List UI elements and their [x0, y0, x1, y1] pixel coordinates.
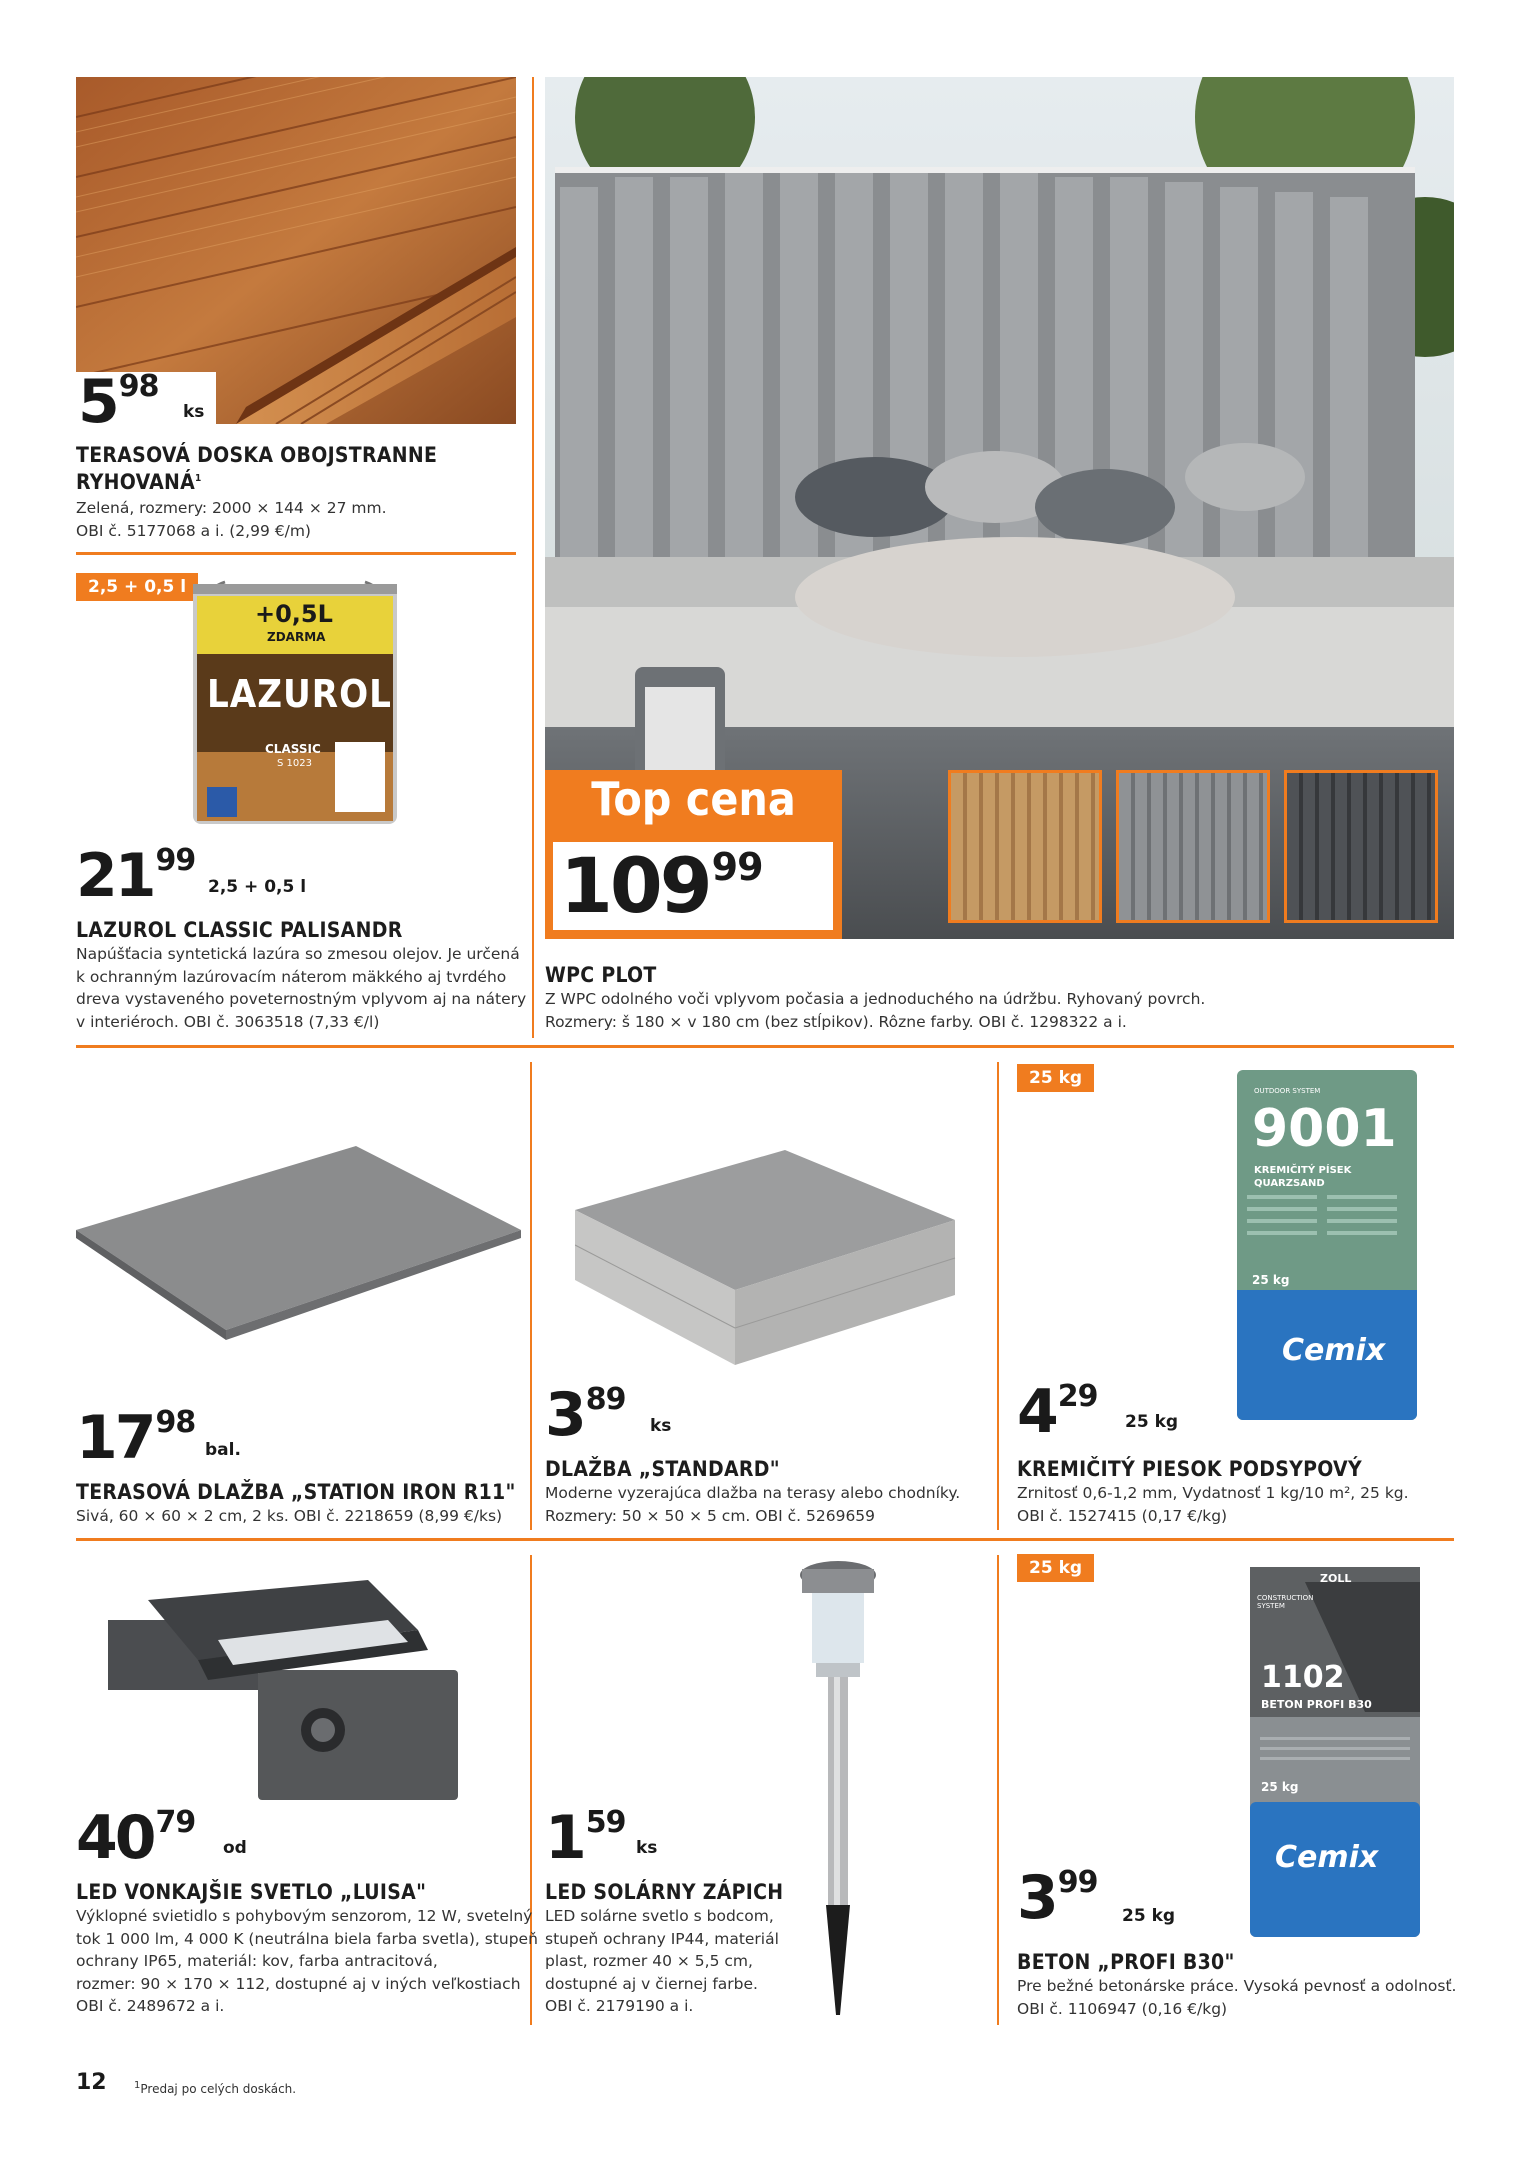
bag-sub2-label: QUARZSAND: [1254, 1178, 1325, 1189]
swatch-wood: [948, 770, 1102, 923]
terasova-doska-unit: ks: [183, 402, 205, 422]
desc-line: Sivá, 60 × 60 × 2 cm, 2 ks. OBI č. 2218659 (8,99 €/ks): [76, 1507, 503, 1525]
bag-sub-label: BETON PROFI B30: [1261, 1698, 1372, 1711]
page-number: 12: [76, 2070, 107, 2095]
can-top-label: +0,5L: [255, 600, 333, 628]
title-line-2-text: RYHOVANÁ: [76, 470, 196, 494]
bag-top-label: ZOLL: [1320, 1572, 1352, 1585]
price-decimal: 99: [711, 845, 763, 889]
luisa-title: LED VONKAJŠIE SVETLO „LUISA": [76, 1880, 427, 1904]
terasova-doska-title: [76, 443, 437, 494]
desc-line: Napúšťacia syntetická lazúra so zmesou olejov. Je určená: [76, 945, 520, 963]
divider-vertical: [530, 1062, 532, 1530]
price-integer: 4: [1017, 1377, 1056, 1447]
beton-badge: 25 kg: [1017, 1554, 1094, 1582]
can-code-label: S 1023: [277, 758, 312, 769]
bag-sub1-label: KREMIČITÝ PÍSEK: [1254, 1165, 1352, 1176]
desc-line: Výklopné svietidlo s pohybovým senzorom, 12 W, svetelný: [76, 1907, 533, 1925]
bag-code-label: 9001: [1252, 1099, 1397, 1159]
lazurol-desc: [76, 943, 526, 1033]
piesok-bag-image: [1232, 1065, 1422, 1425]
top-cena-text: Top cena: [591, 772, 796, 826]
desc-line: OBI č. 1527415 (0,17 €/kg): [1017, 1506, 1228, 1525]
zapich-desc: [545, 1905, 779, 2018]
dlazba-standard-image: [575, 1130, 965, 1380]
divider: [76, 1045, 1454, 1048]
bag-code-label: 1102: [1261, 1660, 1345, 1695]
desc-line: OBI č. 1106947 (0,16 €/kg): [1017, 1999, 1228, 2018]
lazurol-can-image: [185, 572, 405, 830]
dlazba-standard-desc: [545, 1482, 960, 1527]
beton-title: BETON „PROFI B30": [1017, 1950, 1235, 1974]
footnote-mark: 1: [195, 473, 202, 484]
terasova-doska-desc: [76, 497, 387, 542]
desc-line: dostupné aj v čiernej farbe.: [545, 1974, 758, 1993]
beton-desc: [1017, 1975, 1457, 2020]
desc-line: LED solárne svetlo s bodcom,: [545, 1907, 774, 1925]
luisa-desc: [76, 1905, 538, 2018]
beton-bag-image: [1245, 1562, 1425, 1942]
bag-top-label: OUTDOOR SYSTEM: [1254, 1087, 1321, 1095]
price-integer: 17: [76, 1403, 154, 1473]
dlazba-standard-price: [545, 1380, 626, 1450]
piesok-unit: 25 kg: [1125, 1412, 1179, 1432]
lazurol-price: [76, 841, 196, 911]
bag-sys-label: CONSTRUCTION SYSTEM: [1257, 1594, 1314, 1610]
price-decimal: 98: [118, 369, 159, 404]
bag-weight-label: 25 kg: [1261, 1780, 1299, 1794]
footnote-text: Predaj po celých doskách.: [140, 2082, 297, 2096]
wpc-title: WPC PLOT: [545, 963, 657, 987]
price-decimal: 99: [155, 843, 196, 878]
title-line-2: [76, 467, 437, 494]
desc-line: dreva vystaveného poveternostným vplyvom aj na nátery: [76, 990, 527, 1008]
desc-line: Moderne vyzerajúca dlažba na terasy alebo chodníky.: [545, 1484, 961, 1502]
desc-line: v interiéroch. OBI č. 3063518 (7,33 €/l): [76, 1012, 380, 1031]
desc-line: Zrnitosť 0,6-1,2 mm, Vydatnosť 1 kg/10 m², 25 kg.: [1017, 1484, 1409, 1502]
station-iron-desc: [76, 1505, 502, 1528]
desc-line: Z WPC odolného voči vplyvom počasia a jednoduchého na údržbu. Ryhovaný povrch.: [545, 990, 1206, 1008]
bag-brand-label: Cemix: [1275, 1840, 1379, 1875]
station-iron-unit: bal.: [205, 1440, 241, 1460]
wpc-price: [560, 841, 763, 930]
divider: [76, 552, 516, 555]
lazurol-badge: 2,5 + 0,5 l: [76, 573, 198, 601]
beton-unit: 25 kg: [1122, 1906, 1176, 1926]
piesok-price: [1017, 1377, 1098, 1447]
dlazba-standard-title: DLAŽBA „STANDARD": [545, 1457, 780, 1481]
desc-line: plast, rozmer 40 × 5,5 cm,: [545, 1952, 753, 1970]
price-integer: 40: [76, 1803, 154, 1873]
station-iron-price: [76, 1403, 196, 1473]
can-free-label: ZDARMA: [267, 630, 326, 644]
price-integer: 109: [560, 841, 710, 930]
luisa-unit: od: [223, 1838, 247, 1858]
can-brand-label: LAZUROL: [207, 672, 392, 716]
price-integer: 5: [78, 367, 117, 437]
luisa-price: [76, 1803, 196, 1873]
zapich-price: [545, 1803, 626, 1873]
piesok-desc: [1017, 1482, 1409, 1527]
desc-line: rozmer: 90 × 170 × 112, dostupné aj v iných veľkostiach: [76, 1974, 521, 1993]
price-decimal: 89: [585, 1382, 626, 1417]
divider: [76, 1538, 1454, 1541]
desc-line: Zelená, rozmery: 2000 × 144 × 27 mm.: [76, 499, 387, 517]
lazurol-unit: 2,5 + 0,5 l: [208, 877, 307, 897]
desc-line: Rozmery: 50 × 50 × 5 cm. OBI č. 5269659: [545, 1506, 876, 1525]
luisa-light-image: [108, 1580, 478, 1810]
dlazba-standard-unit: ks: [650, 1416, 672, 1436]
divider-vertical: [532, 77, 534, 1038]
zapich-title: LED SOLÁRNY ZÁPICH: [545, 1880, 784, 1904]
price-decimal: 59: [585, 1805, 626, 1840]
lazurol-title: LAZUROL CLASSIC PALISANDR: [76, 918, 403, 942]
divider-vertical: [997, 1555, 999, 2025]
piesok-title: KREMIČITÝ PIESOK PODSYPOVÝ: [1017, 1457, 1362, 1481]
station-iron-title: TERASOVÁ DLAŽBA „STATION IRON R11": [76, 1480, 516, 1504]
swatch-grey: [1116, 770, 1270, 923]
footnote-mark: 1: [134, 2080, 141, 2091]
desc-line: stupeň ochrany IP44, materiál: [545, 1929, 779, 1948]
solar-stake-image: [798, 1555, 878, 2025]
can-classic-label: CLASSIC: [265, 742, 321, 756]
price-integer: 21: [76, 841, 154, 911]
desc-line: Pre bežné betonárske práce. Vysoká pevnosť a odolnosť.: [1017, 1977, 1457, 1995]
desc-line: OBI č. 5177068 a i. (2,99 €/m): [76, 521, 311, 540]
desc-line: ochrany IP65, materiál: kov, farba antracitová,: [76, 1952, 438, 1970]
beton-price: [1017, 1863, 1098, 1933]
price-decimal: 29: [1057, 1379, 1098, 1414]
bag-brand-label: Cemix: [1282, 1333, 1386, 1368]
divider-vertical: [997, 1062, 999, 1530]
price-decimal: 79: [155, 1805, 196, 1840]
desc-line: tok 1 000 lm, 4 000 K (neutrálna biela farba svetla), stupeň: [76, 1929, 538, 1948]
wpc-desc: [545, 988, 1205, 1033]
bag-weight-label: 25 kg: [1252, 1273, 1290, 1287]
zapich-unit: ks: [636, 1838, 658, 1858]
price-integer: 1: [545, 1803, 584, 1873]
station-iron-image: [76, 1140, 521, 1390]
price-integer: 3: [545, 1380, 584, 1450]
title-line-1: TERASOVÁ DOSKA OBOJSTRANNE: [76, 443, 438, 467]
price-integer: 3: [1017, 1863, 1056, 1933]
desc-line: OBI č. 2489672 a i.: [76, 1997, 225, 2015]
desc-line: OBI č. 2179190 a i.: [545, 1997, 694, 2015]
swatch-anthracite: [1284, 770, 1438, 923]
price-decimal: 98: [155, 1405, 196, 1440]
desc-line: Rozmery: š 180 × v 180 cm (bez stĺpikov). Rôzne farby. OBI č. 1298322 a i.: [545, 1012, 1127, 1031]
piesok-badge: 25 kg: [1017, 1064, 1094, 1092]
footnote: [134, 2080, 296, 2096]
desc-line: k ochranným lazúrovacím náterom mäkkého aj tvrdého: [76, 967, 507, 986]
terasova-doska-price: [78, 367, 159, 437]
price-decimal: 99: [1057, 1865, 1098, 1900]
